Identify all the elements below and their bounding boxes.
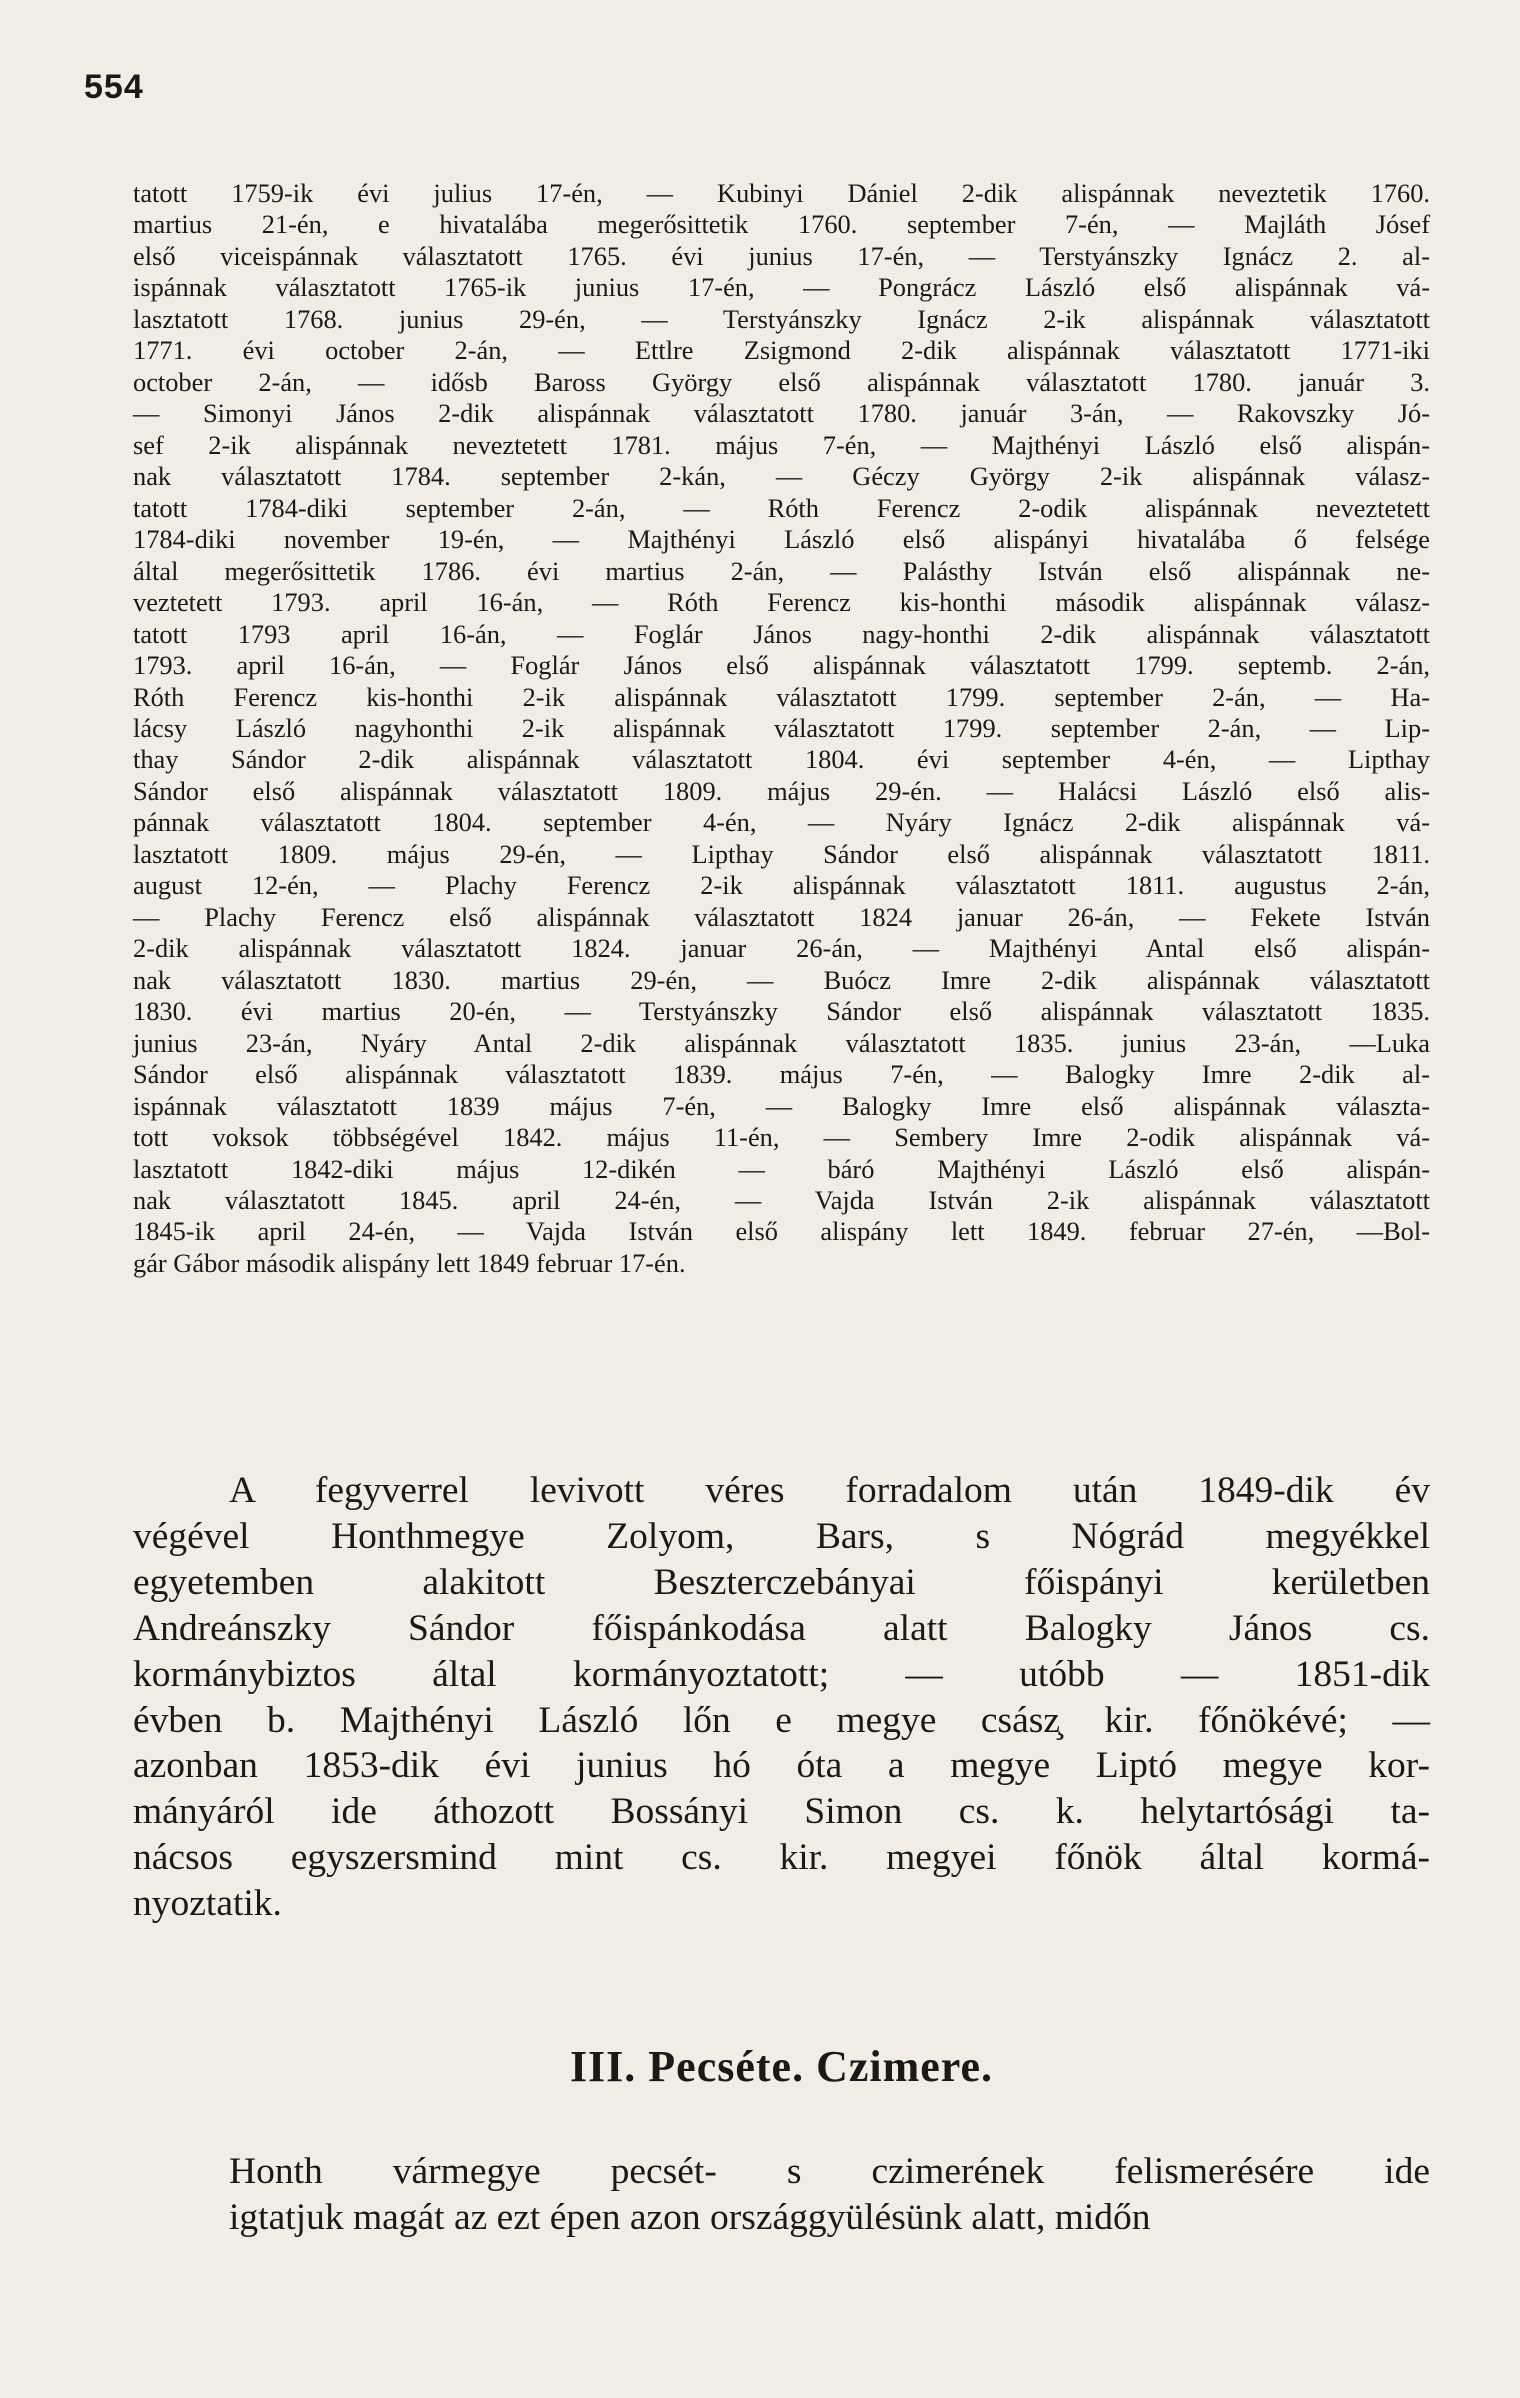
section-heading: III. Pecséte. Czimere. — [569, 2042, 994, 2091]
text-line: 1793. april 16-án, — Foglár János első alispánnak választatott 1799. septemb. 2-án, — [133, 650, 1430, 681]
body-paragraph-revolution — [133, 1468, 1430, 1927]
text-line: mányáról ide áthozott Bossányi Simon cs. k. helytartósági ta- — [133, 1791, 1430, 1833]
text-line: 2-dik alispánnak választatott 1824. januar 26-án, — Majthényi Antal első alispán- — [133, 933, 1430, 964]
text-line: ispánnak választatott 1765-ik junius 17-én, — Pongrácz László első alispánnak vá- — [133, 272, 1430, 303]
text-line: 1784-diki november 19-én, — Majthényi László első alispányi hivatalába ő felsége — [133, 524, 1430, 555]
text-line: junius 23-án, Nyáry Antal 2-dik alispánnak választatott 1835. junius 23-án, —Luka — [133, 1027, 1430, 1058]
text-line: kormánybiztos által kormányoztatott; — utóbb — 1851-dik — [133, 1653, 1430, 1695]
text-line: lasztatott 1768. junius 29-én, — Terstyánszky Ignácz 2-ik alispánnak választatott — [133, 303, 1430, 334]
text-line: 1845-ik april 24-én, — Vajda István első alispány lett 1849. februar 27-én, —Bol- — [133, 1216, 1430, 1247]
text-line: october 2-án, — idősb Baross György első alispánnak választatott 1780. január 3. — [133, 366, 1430, 397]
text-line: ispánnak választatott 1839 május 7-én, — Balogky Imre első alispánnak választa- — [133, 1090, 1430, 1121]
text-line: nácsos egyszersmind mint cs. kir. megyei főnök által kormá- — [133, 1837, 1430, 1879]
text-line: első viceispánnak választatott 1765. évi junius 17-én, — Terstyánszky Ignácz 2. al- — [133, 240, 1430, 271]
text-line: évben b. Majthényi László lőn e megye csász̧ kir. főnökévé; — — [133, 1699, 1430, 1741]
text-line: lácsy László nagyhonthi 2-ik alispánnak választatott 1799. september 2-án, — Lip- — [133, 712, 1430, 743]
page-number: 554 — [84, 68, 144, 106]
text-line: nak választatott 1830. martius 29-én, — Buócz Imre 2-dik alispánnak választatott — [133, 964, 1430, 995]
text-line: egyetemben alakitott Beszterczebányai főispányi kerületben — [133, 1561, 1430, 1603]
text-line: azonban 1853-dik évi junius hó óta a megye Liptó megye kor- — [133, 1745, 1430, 1787]
text-line: Sándor első alispánnak választatott 1809. május 29-én. — Halácsi László első alis- — [133, 775, 1430, 806]
text-line: — Simonyi János 2-dik alispánnak választatott 1780. január 3-án, — Rakovszky Jó- — [133, 398, 1430, 429]
text-line: august 12-én, — Plachy Ferencz 2-ik alispánnak választatott 1811. augustus 2-án, — [133, 870, 1430, 901]
text-line: végével Honthmegye Zolyom, Bars, s Nógrád megyékkel — [133, 1515, 1430, 1557]
text-line: Róth Ferencz kis-honthi 2-ik alispánnak választatott 1799. september 2-án, — Ha- — [133, 681, 1430, 712]
text-line: 1771. évi october 2-án, — Ettlre Zsigmond 2-dik alispánnak választatott 1771-iki — [133, 335, 1430, 366]
text-line: A fegyverrel levivott véres forradalom után 1849-dik év — [229, 1470, 1430, 1511]
text-line: nak választatott 1784. september 2-kán, — Géczy György 2-ik alispánnak válasz- — [133, 461, 1430, 492]
text-line: Andreánszky Sándor főispánkodása alatt Balogky János cs. — [133, 1607, 1430, 1649]
text-line: tatott 1784-diki september 2-án, — Róth Ferencz 2-odik alispánnak neveztetett — [133, 492, 1430, 523]
text-line: thay Sándor 2-dik alispánnak választatott 1804. évi september 4-én, — Lipthay — [133, 744, 1430, 775]
text-line: lasztatott 1809. május 29-én, — Lipthay Sándor első alispánnak választatott 1811. — [133, 838, 1430, 869]
text-line: lasztatott 1842-diki május 12-dikén — báró Majthényi László első alispán- — [133, 1153, 1430, 1184]
text-line: igtatjuk magát az ezt épen azon országgyülésünk alatt, midőn — [229, 2197, 1151, 2238]
body-paragraph-seal — [133, 2149, 1430, 2241]
text-line: — Plachy Ferencz első alispánnak választatott 1824 januar 26-án, — Fekete István — [133, 901, 1430, 932]
text-line: gár Gábor második alispány lett 1849 februar 17-én. — [133, 1247, 686, 1278]
text-line: tott voksok többségével 1842. május 11-én, — Sembery Imre 2-odik alispánnak vá- — [133, 1122, 1430, 1153]
text-line: tatott 1759-ik évi julius 17-én, — Kubinyi Dániel 2-dik alispánnak neveztetik 1760. — [133, 178, 1430, 208]
text-line: Honth vármegye pecsét- s czimerének felismerésére ide — [229, 2151, 1430, 2192]
text-line: által megerősittetik 1786. évi martius 2-án, — Palásthy István első alispánnak ne- — [133, 555, 1430, 586]
body-paragraph-officials — [133, 178, 1430, 1279]
text-line: Sándor első alispánnak választatott 1839. május 7-én, — Balogky Imre 2-dik al- — [133, 1059, 1430, 1090]
text-line: 1830. évi martius 20-én, — Terstyánszky Sándor első alispánnak választatott 1835. — [133, 996, 1430, 1027]
text-line: tatott 1793 april 16-án, — Foglár János nagy-honthi 2-dik alispánnak választatott — [133, 618, 1430, 649]
text-line: nak választatott 1845. april 24-én, — Vajda István 2-ik alispánnak választatott — [133, 1185, 1430, 1215]
text-line: nyoztatik. — [133, 1883, 282, 1925]
text-line: martius 21-én, e hivatalába megerősittetik 1760. september 7-én, — Majláth Jósef — [133, 209, 1430, 240]
text-line: veztetett 1793. april 16-án, — Róth Ferencz kis-honthi második alispánnak válasz- — [133, 587, 1430, 618]
text-line: sef 2-ik alispánnak neveztetett 1781. május 7-én, — Majthényi László első alispán- — [133, 429, 1430, 460]
text-line: pánnak választatott 1804. september 4-én, — Nyáry Ignácz 2-dik alispánnak vá- — [133, 807, 1430, 838]
